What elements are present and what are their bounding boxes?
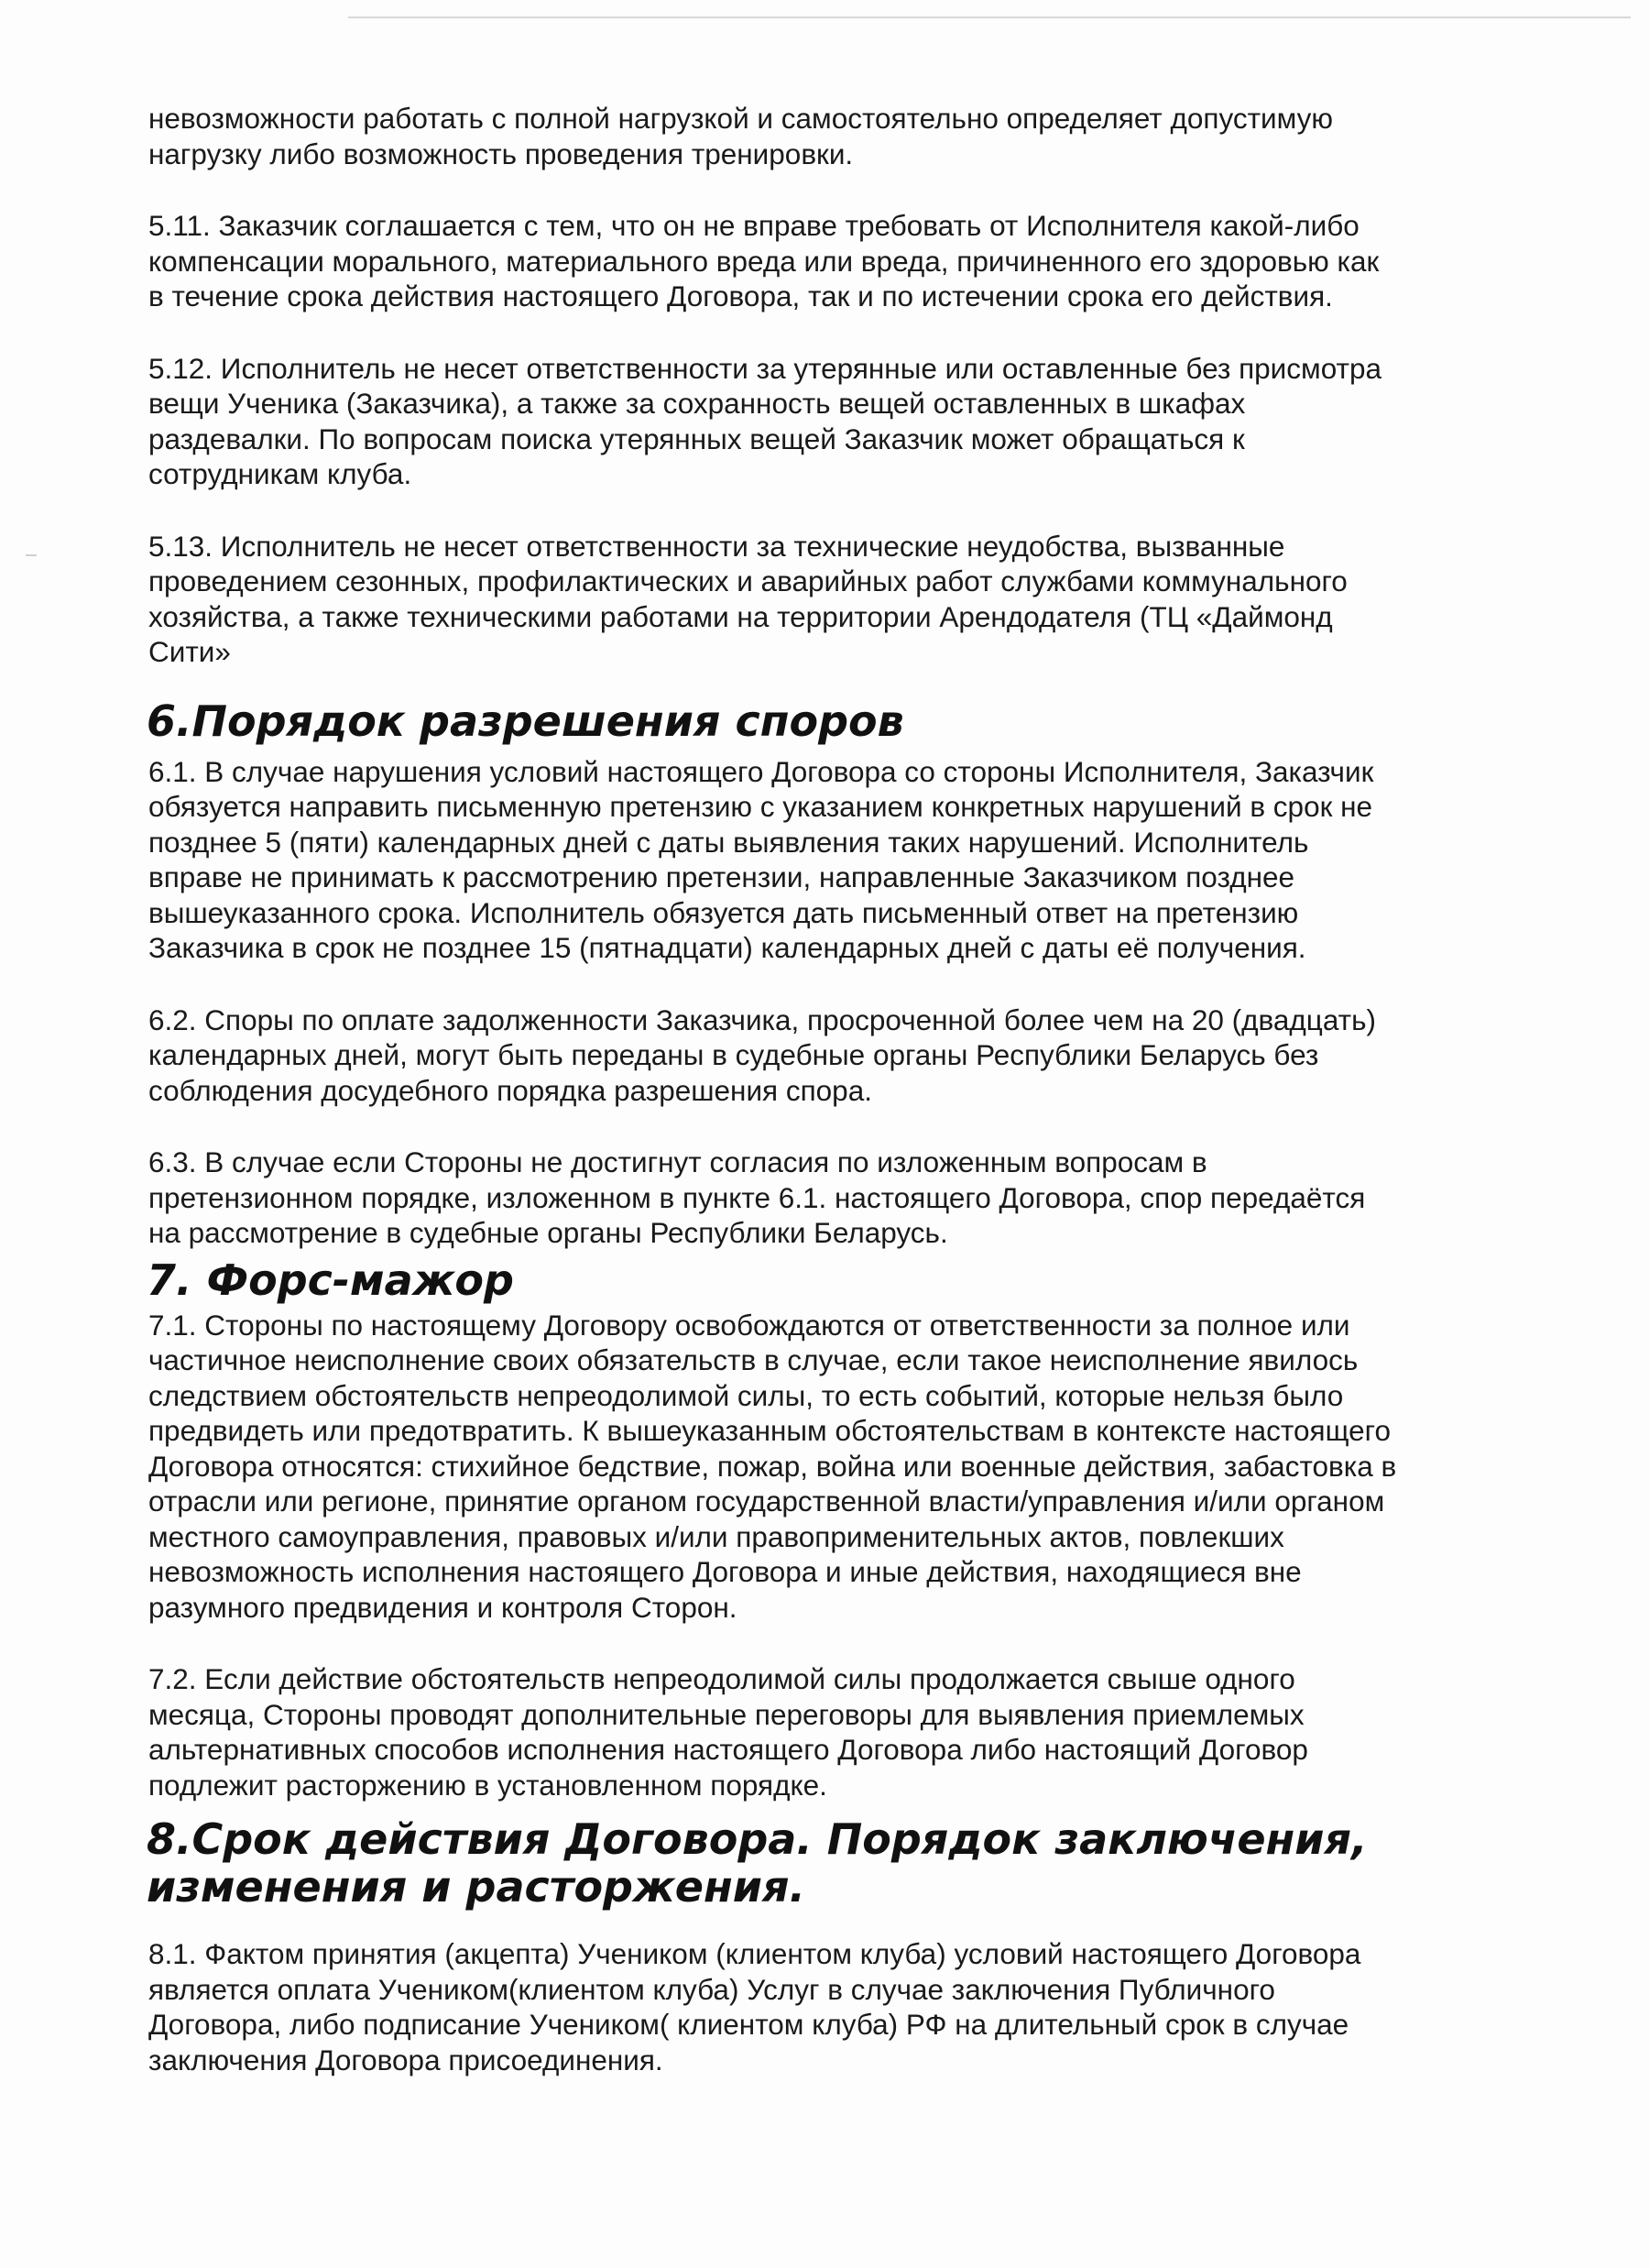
section-7-heading: 7. Форс-мажор xyxy=(147,1255,514,1305)
scan-margin-mark xyxy=(26,554,37,556)
paragraph-6-3: 6.3. В случае если Стороны не достигнут согласия по изложенным вопросам в претензионном порядке, изложенном в пункте 6.1. настоящего Договора, спор передаётся на рассмотрение в судебные органы Республики Беларусь. xyxy=(148,1145,1366,1249)
section-8-heading: 8.Срок действия Договора. Порядок заключения, изменения и расторжения. xyxy=(147,1814,1368,1912)
paragraph-8-1: 8.1. Фактом принятия (акцепта) Учеником (клиентом клуба) условий настоящего Договора является оплата Учеником(клиентом клуба) Услуг в случае заключения Публичного Договора, либо подписание Учеником( клиентом клуба) РФ на длительный срок в случае заключения Договора присоединения. xyxy=(148,1937,1361,2076)
paragraph-7-1: 7.1. Стороны по настоящему Договору освобождаются от ответственности за полное или частичное неисполнение своих обязательств в случае, если такое неисполнение явилось следствием обстоятельств непреодолимой силы, то есть событий, которые нельзя было предвидеть или предотвратить. К вышеуказанным обстоятельствам в контексте настоящего Договора относятся: стихийное бедствие, пожар, война или военные действия, забастовка в отрасли или регионе, принятие органом государственной власти/управления и/или органом местного самоуправления, правовых и/или правоприменительных актов, повлекших невозможность исполнения настоящего Договора и иные действия, находящиеся вне разумного предвидения и контроля Сторон. xyxy=(148,1308,1397,1624)
paragraph-7-2: 7.2. Если действие обстоятельств непреодолимой силы продолжается свыше одного месяца, Стороны проводят дополнительные переговоры для выявления приемлемых альтернативных способов исполнения настоящего Договора либо настоящий Договор подлежит расторжению в установленном порядке. xyxy=(148,1662,1308,1802)
paragraph-5-11: 5.11. Заказчик соглашается с тем, что он не вправе требовать от Исполнителя какой-либо компенсации морального, материального вреда или вреда, причиненного его здоровью как в течение срока действия настоящего Договора, так и по истечении срока его действия. xyxy=(148,209,1380,312)
document-body xyxy=(148,101,1504,2077)
paragraph-5-13: 5.13. Исполнитель не несет ответственности за технические неудобства, вызванные проведением сезонных, профилактических и аварийных работ службами коммунального хозяйства, а также техническими работами на территории Арендодателя (ТЦ «Даймонд Сити» xyxy=(148,529,1348,668)
paragraph-6-1: 6.1. В случае нарушения условий настоящего Договора со стороны Исполнителя, Заказчик обязуется направить письменную претензию с указанием конкретных нарушений в срок не позднее 5 (пяти) календарных дней с даты выявления таких нарушений. Исполнитель вправе не принимать к рассмотрению претензии, направленные Заказчиком позднее вышеуказанного срока. Исполнитель обязуется дать письменный ответ на претензию Заказчика в срок не позднее 15 (пятнадцати) календарных дней с даты её получения. xyxy=(148,754,1374,964)
section-6-heading: 6.Порядок разрешения споров xyxy=(147,696,904,746)
paragraph-5-12: 5.12. Исполнитель не несет ответственности за утерянные или оставленные без присмотра вещи Ученика (Заказчика), а также за сохранность вещей оставленных в шкафах раздевалки. По вопросам поиска утерянных вещей Заказчик может обращаться к сотрудникам клуба. xyxy=(148,351,1381,490)
paragraph-intro: невозможности работать с полной нагрузкой и самостоятельно определяет допустимую нагрузку либо возможность проведения тренировки. xyxy=(148,102,1333,170)
paragraph-6-2: 6.2. Споры по оплате задолженности Заказчика, просроченной более чем на 20 (двадцать) календарных дней, могут быть переданы в судебные органы Республики Беларусь без соблюдения досудебного порядка разрешения спора. xyxy=(148,1003,1376,1107)
scan-edge-line xyxy=(348,16,1631,18)
